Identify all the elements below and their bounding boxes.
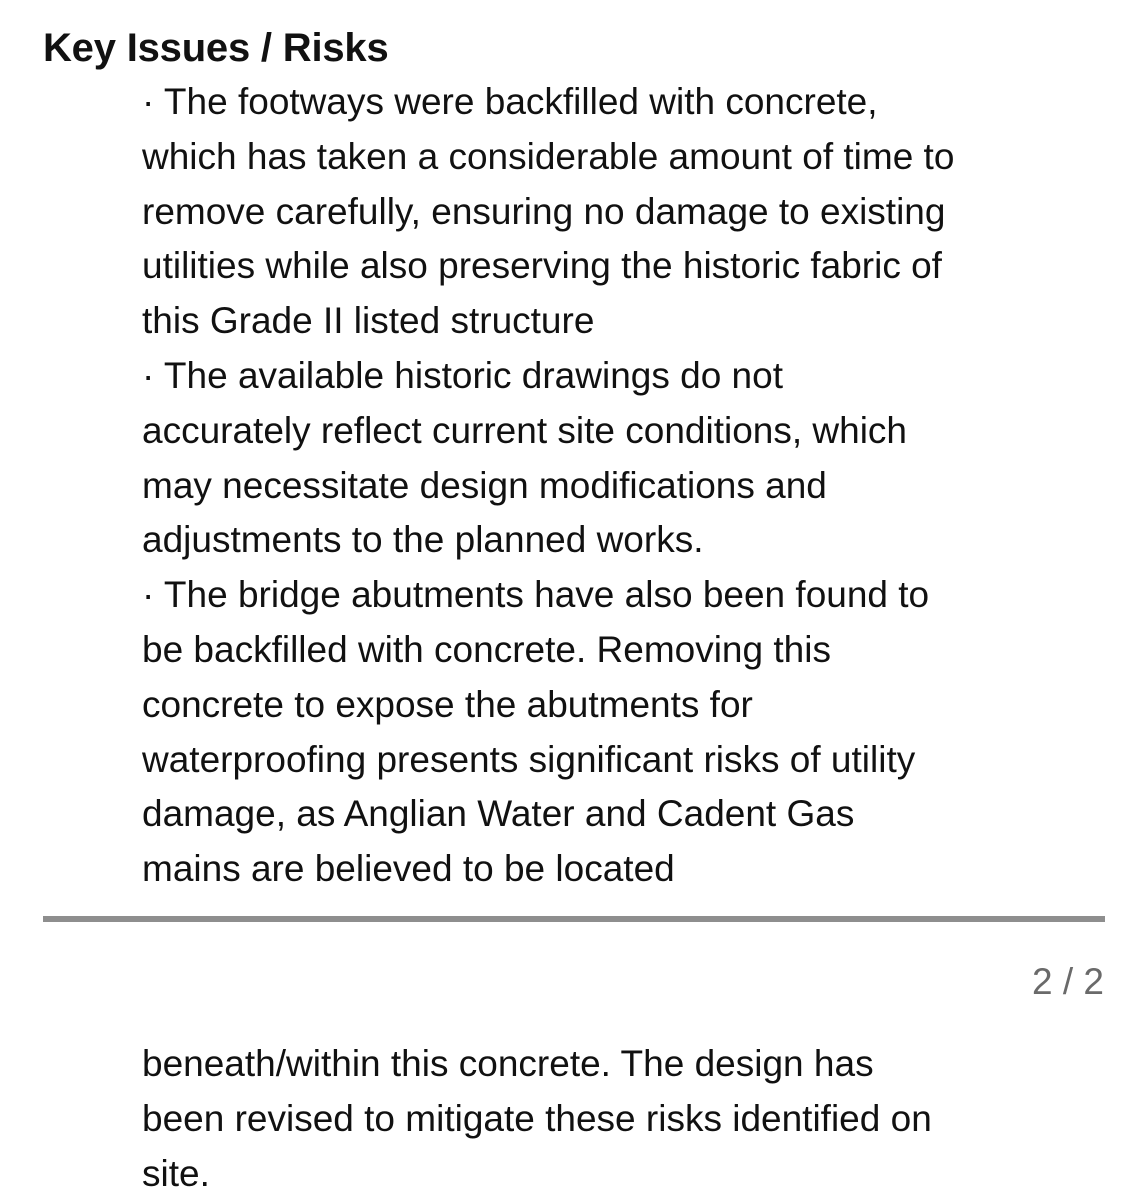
bullet-line: · The bridge abutments have also been found to (142, 574, 930, 616)
bullet-item-historic-drawings (142, 349, 1117, 568)
bullet-line: remove carefully, ensuring no damage to existing (142, 190, 946, 232)
bullet-line: utilities while also preserving the historic fabric of (142, 245, 942, 287)
bullet-line: concrete to expose the abutments for (142, 683, 753, 725)
bullet-line: be backfilled with concrete. Removing this (142, 628, 831, 670)
bullet-line: mains are believed to be located (142, 848, 675, 890)
bullet-line: this Grade II listed structure (142, 300, 595, 342)
bullet-line: accurately reflect current site conditions, which (142, 409, 908, 451)
bullet-line: may necessitate design modifications and (142, 464, 827, 506)
continuation-text (142, 1037, 1117, 1201)
bullet-line: damage, as Anglian Water and Cadent Gas (142, 793, 855, 835)
page-indicator: 2 / 2 (1032, 961, 1104, 1002)
bullet-item-abutments (142, 568, 1117, 897)
bullet-line: which has taken a considerable amount of time to (142, 135, 955, 177)
continuation-line: site. (142, 1152, 210, 1194)
bullet-line: · The footways were backfilled with concrete, (142, 81, 878, 122)
bullet-line: waterproofing presents significant risks of utility (142, 738, 916, 780)
continuation-line: beneath/within this concrete. The design has (142, 1043, 874, 1084)
section-heading: Key Issues / Risks (43, 26, 389, 70)
page-divider (43, 916, 1105, 922)
continuation-line: been revised to mitigate these risks identified on (142, 1097, 932, 1139)
bullet-line: · The available historic drawings do not (142, 354, 783, 396)
bullet-list (142, 75, 1117, 897)
bullet-item-footways (142, 75, 1117, 349)
bullet-line: adjustments to the planned works. (142, 519, 704, 561)
